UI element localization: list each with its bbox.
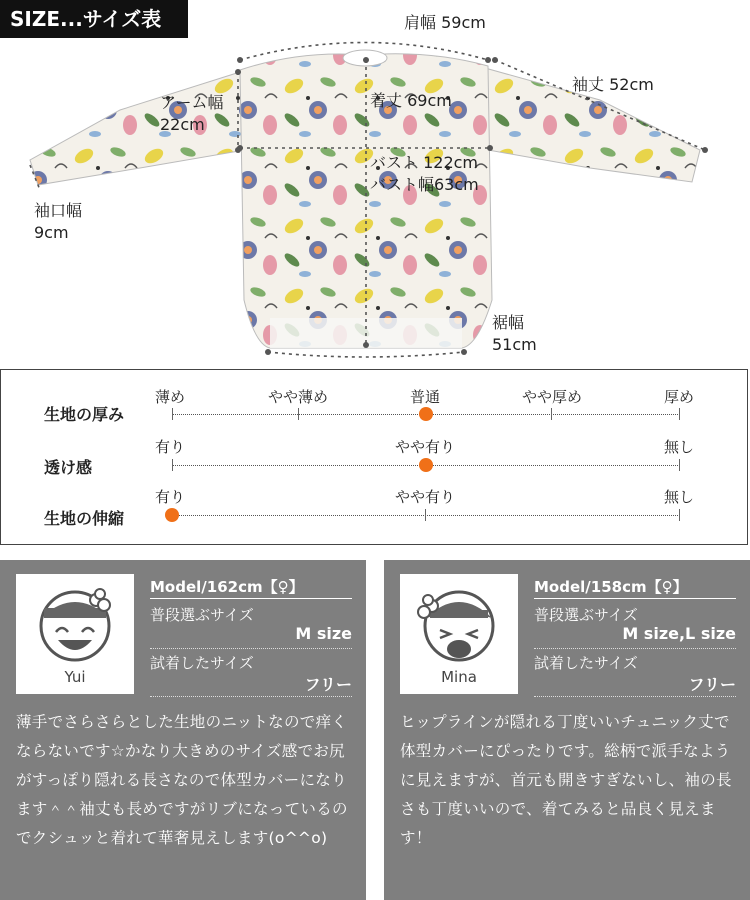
divider (150, 598, 352, 599)
stretch-row-label: 生地の伸縮 (44, 509, 125, 528)
thickness-tick-mark (551, 408, 552, 420)
shoulder-width-label: 肩幅 59cm (404, 13, 486, 32)
divider (534, 598, 736, 599)
cuff-width-label: 袖口幅 (34, 201, 83, 220)
length-label: 着丈 69cm (370, 91, 452, 110)
transparency-tick-none: 無し (663, 438, 694, 456)
model-name: Yui (64, 668, 86, 686)
model-title: Model/162cm【♀】 (150, 578, 304, 596)
thickness-tick-mark (298, 408, 299, 420)
usual-size-value: M size (295, 624, 352, 643)
model-comment: 薄手でさらさらとした生地のニットなので痒くならないです☆かなり大きめのサイズ感でお尻がすっぽり隠れる長さなので体型カバーになります＾＾袖丈も長めですがリブになっているのでクシュッと着れて華奢見えします(o^^o) (16, 713, 348, 847)
transparency-tick-mark (172, 459, 173, 471)
transparency-marker (419, 458, 433, 472)
sleeve-length-label: 袖丈 52cm (572, 75, 654, 94)
model-comment: ヒップラインが隠れる丁度いいチュニック丈で体型カバーにぴったりです。総柄で派手なように見えますが、首元も開きすぎないし、袖の長さも丁度いいので、着てみると品良く見えます！ (400, 713, 732, 847)
tried-size-value: フリー (304, 675, 352, 694)
thickness-tick-thick: 厚め (663, 388, 694, 406)
thickness-tick-slightly-thick: やや厚め (521, 388, 583, 406)
divider (534, 648, 736, 649)
usual-size-label: 普段選ぶサイズ (150, 606, 254, 624)
transparency-tick-mark (679, 459, 680, 471)
stretch-tick-mark (679, 509, 680, 521)
model-panel-mina (384, 560, 750, 900)
hem-width-label: 裾幅 (492, 313, 525, 332)
transparency-tick-yes: 有り (155, 438, 186, 456)
stretch-marker (165, 508, 179, 522)
tried-size-label: 試着したサイズ (150, 654, 254, 672)
stretch-tick-some: やや有り (394, 488, 456, 506)
bust-width-label: バスト幅63cm (370, 175, 479, 194)
stretch-scale-line (172, 515, 680, 516)
model-title: Model/158cm【♀】 (534, 578, 688, 596)
avatar (16, 574, 134, 694)
avatar (400, 574, 518, 694)
usual-size-value: M size,L size (622, 624, 736, 643)
divider (150, 696, 352, 697)
thickness-tick-normal: 普通 (409, 388, 441, 406)
stretch-tick-yes: 有り (155, 488, 186, 506)
thickness-tick-slightly-thin: やや薄め (267, 388, 329, 406)
model-name: Mina (441, 668, 477, 686)
bust-label: バスト 122cm (370, 153, 479, 172)
model-face-icon (16, 574, 134, 674)
hem-width-value: 51cm (492, 335, 537, 354)
thickness-row-label: 生地の厚み (44, 405, 125, 424)
thickness-marker (419, 407, 433, 421)
stretch-tick-mark (425, 509, 426, 521)
tried-size-value: フリー (688, 675, 736, 694)
divider (534, 696, 736, 697)
transparency-row-label: 透け感 (44, 458, 93, 477)
thickness-tick-mark (679, 408, 680, 420)
arm-width-value: 22cm (160, 115, 205, 134)
size-chart-title: SIZE...サイズ表 (0, 0, 188, 38)
model-panel-yui (0, 560, 366, 900)
tried-size-label: 試着したサイズ (534, 654, 638, 672)
thickness-tick-thin: 薄め (155, 388, 186, 406)
transparency-tick-some: やや有り (394, 438, 456, 456)
stretch-tick-none: 無し (663, 488, 694, 506)
thickness-tick-mark (172, 408, 173, 420)
arm-width-label: アーム幅 (160, 93, 224, 112)
usual-size-label: 普段選ぶサイズ (534, 606, 638, 624)
cuff-width-value: 9cm (34, 223, 69, 242)
divider (150, 648, 352, 649)
model-face-icon (400, 574, 518, 674)
